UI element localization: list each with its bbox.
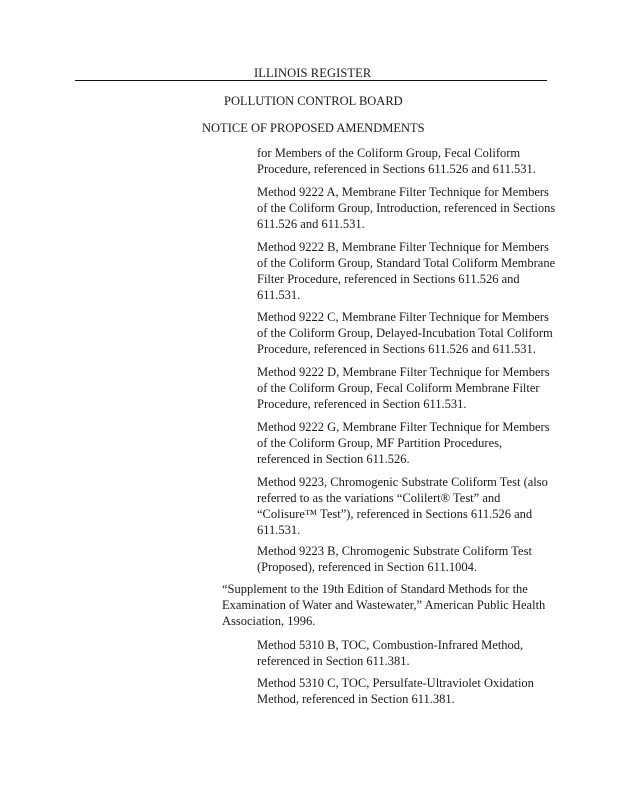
paragraph-line: “Colisure™ Test”), referenced in Sections 611.526 and xyxy=(257,507,533,521)
paragraph-line: Method, referenced in Section 611.381. xyxy=(257,692,455,706)
paragraph-line: “Supplement to the 19th Edition of Standard Methods for the xyxy=(222,582,528,596)
paragraph-line: of the Coliform Group, Standard Total Coliform Membrane xyxy=(257,256,556,270)
reference-paragraph xyxy=(257,675,557,707)
reference-paragraph xyxy=(257,419,557,467)
paragraph-line: Method 9222 D, Membrane Filter Technique for Members xyxy=(257,365,550,379)
paragraph-line: for Members of the Coliform Group, Fecal Coliform xyxy=(257,146,521,160)
paragraph-line: of the Coliform Group, MF Partition Procedures, xyxy=(257,436,503,450)
header-rule xyxy=(75,80,547,81)
reference-paragraph xyxy=(257,543,557,575)
paragraph-line: Method 9222 A, Membrane Filter Technique for Members xyxy=(257,185,549,199)
paragraph-line: Examination of Water and Wastewater,” American Public Health xyxy=(222,598,546,612)
paragraph-line: 611.531. xyxy=(257,523,301,537)
paragraph-line: (Proposed), referenced in Section 611.1004. xyxy=(257,560,477,574)
reference-paragraph xyxy=(257,637,557,669)
paragraph-line: Method 9223 B, Chromogenic Substrate Coliform Test xyxy=(257,544,532,558)
reference-paragraph xyxy=(222,581,552,629)
paragraph-line: Method 9223, Chromogenic Substrate Coliform Test (also xyxy=(257,475,548,489)
reference-paragraph xyxy=(257,474,557,538)
paragraph-line: of the Coliform Group, Fecal Coliform Membrane Filter xyxy=(257,381,540,395)
paragraph-line: of the Coliform Group, Introduction, referenced in Sections xyxy=(257,201,556,215)
paragraph-line: 611.526 and 611.531. xyxy=(257,217,365,231)
paragraph-line: referred to as the variations “Colilert® Test” and xyxy=(257,491,501,505)
paragraph-line: Procedure, referenced in Sections 611.526 and 611.531. xyxy=(257,162,536,176)
paragraph-line: Association, 1996. xyxy=(222,614,316,628)
reference-paragraph xyxy=(257,309,557,357)
paragraph-line: referenced in Section 611.381. xyxy=(257,654,410,668)
paragraph-line: Filter Procedure, referenced in Sections 611.526 and xyxy=(257,272,520,286)
board-name: POLLUTION CONTROL BOARD xyxy=(224,94,403,108)
paragraph-line: Procedure, referenced in Section 611.531. xyxy=(257,397,467,411)
paragraph-line: of the Coliform Group, Delayed-Incubation Total Coliform xyxy=(257,326,553,340)
reference-paragraph xyxy=(257,145,557,177)
paragraph-line: referenced in Section 611.526. xyxy=(257,452,410,466)
paragraph-line: Method 5310 C, TOC, Persulfate-Ultraviolet Oxidation xyxy=(257,676,534,690)
reference-paragraph xyxy=(257,239,557,303)
paragraph-line: Method 9222 G, Membrane Filter Technique for Members xyxy=(257,420,550,434)
paragraph-line: Method 9222 C, Membrane Filter Technique for Members xyxy=(257,310,549,324)
paragraph-line: Method 5310 B, TOC, Combustion-Infrared Method, xyxy=(257,638,524,652)
register-title: ILLINOIS REGISTER xyxy=(254,66,372,80)
paragraph-line: Procedure, referenced in Sections 611.526 and 611.531. xyxy=(257,342,536,356)
paragraph-line: Method 9222 B, Membrane Filter Technique for Members xyxy=(257,240,549,254)
reference-paragraph xyxy=(257,184,557,232)
notice-title: NOTICE OF PROPOSED AMENDMENTS xyxy=(202,121,425,135)
paragraph-line: 611.531. xyxy=(257,288,301,302)
reference-paragraph xyxy=(257,364,557,412)
